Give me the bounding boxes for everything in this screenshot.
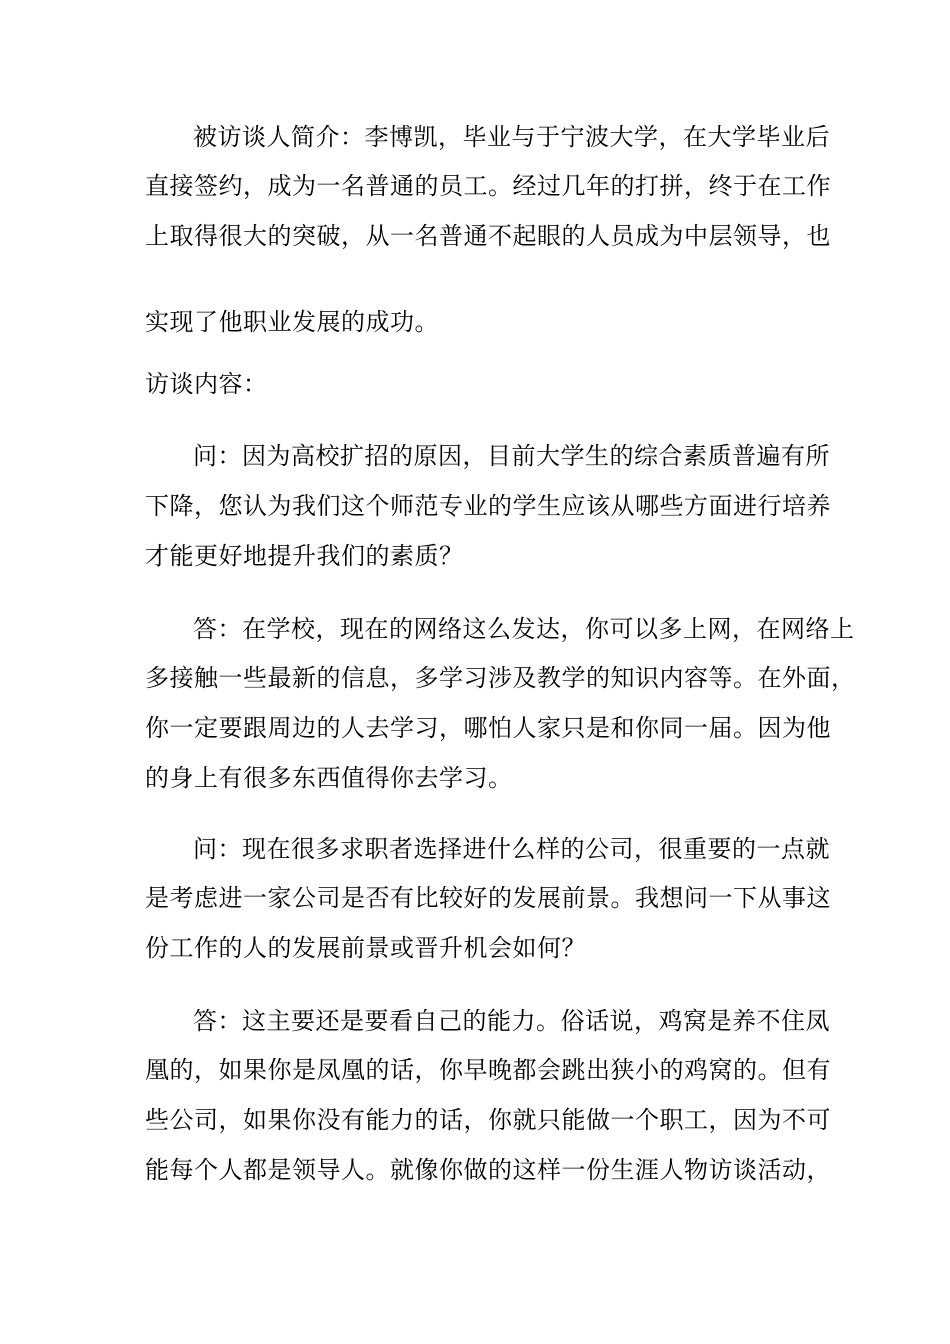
question-line: 是考虑进一家公司是否有比较好的发展前景。我想问一下从事这 <box>145 884 831 912</box>
intro-line: 上取得很大的突破，从一名普通不起眼的人员成为中层领导，也 <box>145 222 831 250</box>
answer-line: 答：在学校，现在的网络这么发达，你可以多上网，在网络上 <box>193 615 855 643</box>
question-line: 问：现在很多求职者选择进什么样的公司，很重要的一点就 <box>193 835 830 863</box>
answer-line: 能每个人都是领导人。就像你做的这样一份生涯人物访谈活动， <box>145 1156 831 1184</box>
answer-line: 凰的，如果你是凤凰的话，你早晚都会跳出狭小的鸡窝的。但有 <box>145 1056 831 1084</box>
answer-line: 多接触一些最新的信息，多学习涉及教学的知识内容等。在外面， <box>145 664 856 692</box>
question-line: 才能更好地提升我们的素质？ <box>145 542 464 570</box>
intro-line: 实现了他职业发展的成功。 <box>145 308 439 336</box>
answer-line: 些公司，如果你没有能力的话，你就只能做一个职工，因为不可 <box>145 1106 831 1134</box>
intro-line: 被访谈人简介：李博凯，毕业与于宁波大学，在大学毕业后 <box>193 123 830 151</box>
question-line: 份工作的人的发展前景或晋升机会如何？ <box>145 934 586 962</box>
question-line: 下降，您认为我们这个师范专业的学生应该从哪些方面进行培养 <box>145 492 831 520</box>
answer-line: 你一定要跟周边的人去学习，哪怕人家只是和你同一届。因为他 <box>145 714 831 742</box>
question-line: 问：因为高校扩招的原因，目前大学生的综合素质普遍有所 <box>193 442 830 470</box>
intro-line: 直接签约，成为一名普通的员工。经过几年的打拼，终于在工作 <box>145 172 831 200</box>
answer-line: 答：这主要还是要看自己的能力。俗话说，鸡窝是养不住凤 <box>193 1007 830 1035</box>
section-heading: 访谈内容： <box>145 370 268 398</box>
answer-line: 的身上有很多东西值得你去学习。 <box>145 764 513 792</box>
